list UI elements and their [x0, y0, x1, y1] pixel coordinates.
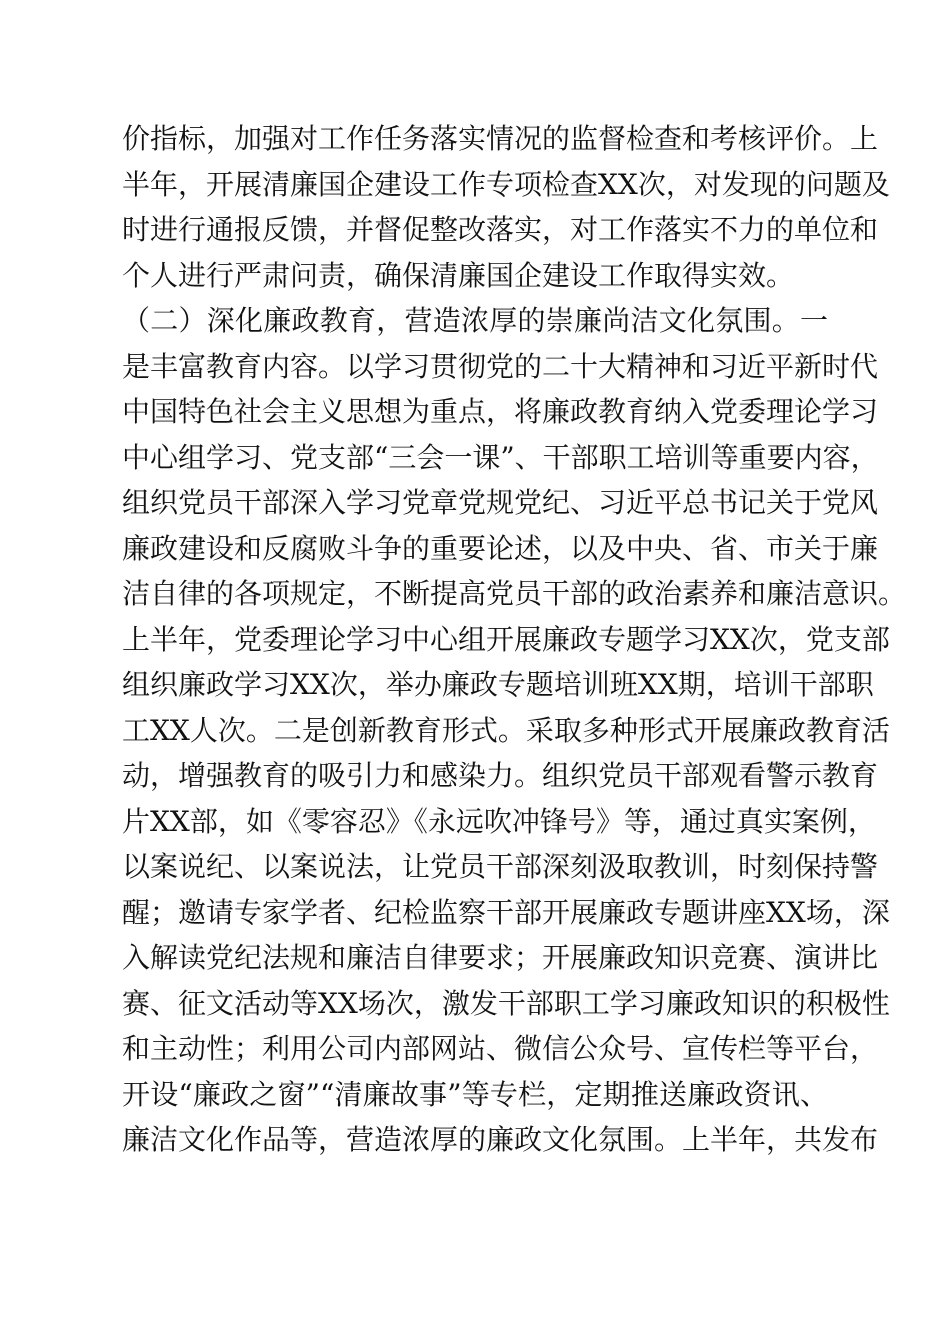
- text-line: 醒；邀请专家学者、纪检监察干部开展廉政专题讲座XX场，深: [122, 895, 890, 929]
- text-line: 时进行通报反馈，并督促整改落实，对工作落实不力的单位和: [122, 213, 879, 246]
- text-line: 以案说纪、以案说法，让党员干部深刻汲取教训，时刻保持警: [122, 850, 879, 883]
- text-line: 洁自律的各项规定，不断提高党员干部的政治素养和廉洁意识。: [122, 577, 907, 610]
- text-line: 上半年，党委理论学习中心组开展廉政专题学习XX次，党支部: [122, 622, 890, 656]
- text-line: 廉洁文化作品等，营造浓厚的廉政文化氛围。上半年，共发布: [122, 1123, 879, 1156]
- text-line: 工XX人次。二是创新教育形式。采取多种形式开展廉政教育活: [122, 713, 890, 747]
- text-line: 个人进行严肃问责，确保清廉国企建设工作取得实效。: [122, 258, 795, 292]
- text-line: 半年，开展清廉国企建设工作专项检查XX次，对发现的问题及: [122, 167, 890, 201]
- text-line: 组织廉政学习XX次，举办廉政专题培训班XX期，培训干部职: [122, 668, 874, 701]
- text-line: 和主动性；利用公司内部网站、微信公众号、宣传栏等平台，: [122, 1032, 879, 1065]
- text-line: （二）深化廉政教育，营造浓厚的崇廉尚洁文化氛围。一: [122, 304, 828, 337]
- body-text: [122, 116, 907, 1163]
- text-line: 组织党员干部深入学习党章党规党纪、习近平总书记关于党风: [122, 486, 879, 519]
- text-line: 动，增强教育的吸引力和感染力。组织党员干部观看警示教育: [122, 759, 879, 792]
- text-line: 中心组学习、党支部“三会一课”、干部职工培训等重要内容，: [122, 440, 879, 474]
- text-line: 廉政建设和反腐败斗争的重要论述，以及中央、省、市关于廉: [122, 531, 879, 565]
- text-line: 中国特色社会主义思想为重点，将廉政教育纳入党委理论学习: [122, 395, 879, 428]
- text-line: 是丰富教育内容。以学习贯彻党的二十大精神和习近平新时代: [122, 349, 879, 383]
- text-line: 赛、征文活动等XX场次，激发干部职工学习廉政知识的积极性: [122, 986, 890, 1020]
- text-line: 片XX部，如《零容忍》《永远吹冲锋号》等，通过真实案例，: [122, 804, 876, 838]
- text-line: 入解读党纪法规和廉洁自律要求；开展廉政知识竞赛、演讲比: [122, 941, 879, 974]
- text-line: 开设“廉政之窗”“清廉故事”等专栏，定期推送廉政资讯、: [122, 1077, 828, 1111]
- text-line: 价指标，加强对工作任务落实情况的监督检查和考核评价。上: [122, 122, 879, 155]
